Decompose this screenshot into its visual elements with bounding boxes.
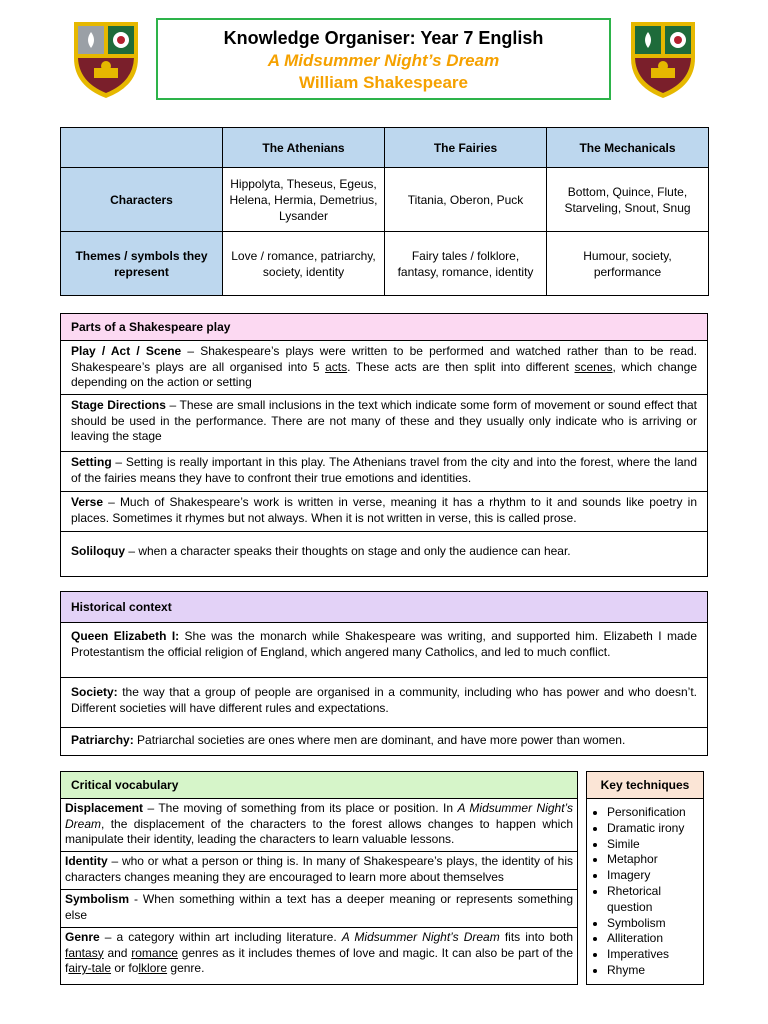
term: Identity xyxy=(65,854,108,868)
separator: – xyxy=(181,344,201,358)
table-cell: Bottom, Quince, Flute, Starveling, Snout, Snug xyxy=(547,168,709,232)
page-title: Knowledge Organiser: Year 7 English xyxy=(223,28,544,48)
list-item xyxy=(61,341,707,395)
list-item: • Dramatic irony xyxy=(607,821,703,837)
term: Setting xyxy=(71,455,112,469)
separator: – xyxy=(165,398,180,412)
section-heading: Key techniques xyxy=(587,772,703,799)
separator: – xyxy=(125,544,139,558)
table-cell: Hippolyta, Theseus, Egeus, Helena, Hermia, Demetrius, Lysander xyxy=(223,168,385,232)
list-item xyxy=(61,852,577,890)
list-item: • Rhyme xyxy=(607,963,703,979)
play-title: A Midsummer Night’s Dream xyxy=(267,51,500,70)
key-techniques-panel xyxy=(586,771,704,985)
list-item: • Metaphor xyxy=(607,852,703,868)
term: Queen Elizabeth I: xyxy=(71,629,180,643)
separator: – xyxy=(103,495,120,509)
italic-title: A Midsummer Night’s Dream xyxy=(341,930,500,944)
table-cell: Titania, Oberon, Puck xyxy=(385,168,547,232)
list-item xyxy=(61,492,707,532)
list-item xyxy=(61,395,707,452)
definition: – who or what a person or thing is. In many of Shakespeare’s plays, the identity of his characters changes meaning they are encouraged to learn more about themselves xyxy=(65,854,573,884)
author-name: William Shakespeare xyxy=(299,73,468,92)
definition: , which change depending on the action or setting xyxy=(71,359,698,389)
column-header-fairies: The Fairies xyxy=(385,128,547,168)
definition: genre. xyxy=(167,961,205,975)
list-item: • Simile xyxy=(607,837,703,853)
school-crest-right xyxy=(627,18,699,100)
term: Society: xyxy=(71,685,118,699)
table-cell: Fairy tales / folklore, fantasy, romance, identity xyxy=(385,232,547,296)
critical-vocabulary-panel xyxy=(60,771,578,985)
column-header-mechanicals: The Mechanicals xyxy=(547,128,709,168)
list-item: • Imperatives xyxy=(607,947,703,963)
list-item xyxy=(61,532,707,577)
list-item xyxy=(61,678,707,728)
definition: . These acts are then split into different xyxy=(347,359,575,374)
definition: and xyxy=(103,945,132,960)
list-item: • Imagery xyxy=(607,868,703,884)
underlined-word: romance xyxy=(131,945,178,960)
definition: - When something within a text has a deeper meaning or represents something else xyxy=(65,892,573,922)
underlined-word: airy-tale xyxy=(68,961,112,975)
list-item: • Rhetorical question xyxy=(607,884,703,916)
characters-table xyxy=(60,127,709,296)
techniques-list xyxy=(587,805,703,979)
section-heading: Historical context xyxy=(61,592,707,623)
definition: Setting is really important in this play. The Athenians travel from the city and into the forest, where the land of the fairies means they have to confront their true emotions and identities. xyxy=(71,455,698,485)
definition: These are small inclusions in the text which indicate some form of movement or sound effect that should be used in the performance. There are not many of these and they usually only indicate who is arriving or leaving the stage xyxy=(71,398,697,443)
row-header-characters: Characters xyxy=(61,168,223,232)
list-item xyxy=(61,799,577,852)
definition: Patriarchal societies are ones where men are dominant, and have more power than women. xyxy=(133,733,626,747)
definition: Much of Shakespeare’s work is written in verse, meaning it has a rhythm to it and sounds like poetry in places. Sometimes it rhymes but not always. When it is not written in verse, this is called prose. xyxy=(71,495,698,525)
definition: She was the monarch while Shakespeare was writing, and supported him. Elizabeth I made Protestantism the official religion of England, which angered many Catholics, and led to much conflict. xyxy=(71,629,698,659)
definition: the way that a group of people are organised in a community, including who has power and who doesn’t. Different societies will have different rules and expectations. xyxy=(71,685,697,715)
definition: fits into both xyxy=(499,930,574,944)
section-heading: Critical vocabulary xyxy=(61,772,577,799)
definition: – The moving of something from its place or position. In xyxy=(143,801,458,815)
list-item xyxy=(61,890,577,928)
parts-of-play-panel xyxy=(60,313,708,577)
term: Stage Directions xyxy=(71,398,166,412)
term: Genre xyxy=(65,930,100,944)
underlined-word: fantasy xyxy=(65,945,104,960)
underlined-word: scenes xyxy=(574,359,613,374)
list-item: • Alliteration xyxy=(607,931,703,947)
list-item xyxy=(61,928,577,985)
column-header-athenians: The Athenians xyxy=(223,128,385,168)
underlined-word: acts xyxy=(325,359,348,374)
underlined-word: lklore xyxy=(138,961,168,975)
list-item xyxy=(61,452,707,492)
school-crest-left xyxy=(70,18,142,100)
definition: Shakespeare’s plays were written to be performed and watched rather than to be read. Shakespeare’s plays are all organised into 5 xyxy=(71,344,697,374)
term: Symbolism xyxy=(65,892,130,906)
definition: , the displacement of the characters to the forest allows changes to happen which manipulate their identity, leading the characters to learn valuable lessons. xyxy=(65,816,573,846)
term: Play / Act / Scene xyxy=(71,344,182,358)
table-corner-cell xyxy=(61,128,223,168)
list-item xyxy=(61,623,707,678)
definition: when a character speaks their thoughts on stage and only the audience can hear. xyxy=(138,544,571,558)
definition: – a category within art including literature. xyxy=(99,930,342,944)
table-cell: Humour, society, performance xyxy=(547,232,709,296)
list-item xyxy=(61,728,707,756)
term: Patriarchy: xyxy=(71,733,134,747)
term: Displacement xyxy=(65,801,144,815)
term: Verse xyxy=(71,495,104,509)
separator: – xyxy=(111,455,126,469)
definition: or fo xyxy=(111,961,139,975)
list-item: • Personification xyxy=(607,805,703,821)
section-heading: Parts of a Shakespeare play xyxy=(61,314,707,341)
definition: genres as it includes themes of love and magic. It can also be part of the f xyxy=(65,945,573,975)
title-box xyxy=(156,18,611,100)
term: Soliloquy xyxy=(71,544,125,558)
italic-title: A Midsummer Night’s Dream xyxy=(65,801,573,831)
table-cell: Love / romance, patriarchy, society, identity xyxy=(223,232,385,296)
list-item: • Symbolism xyxy=(607,916,703,932)
row-header-themes: Themes / symbols they represent xyxy=(61,232,223,296)
historical-context-panel xyxy=(60,591,708,756)
